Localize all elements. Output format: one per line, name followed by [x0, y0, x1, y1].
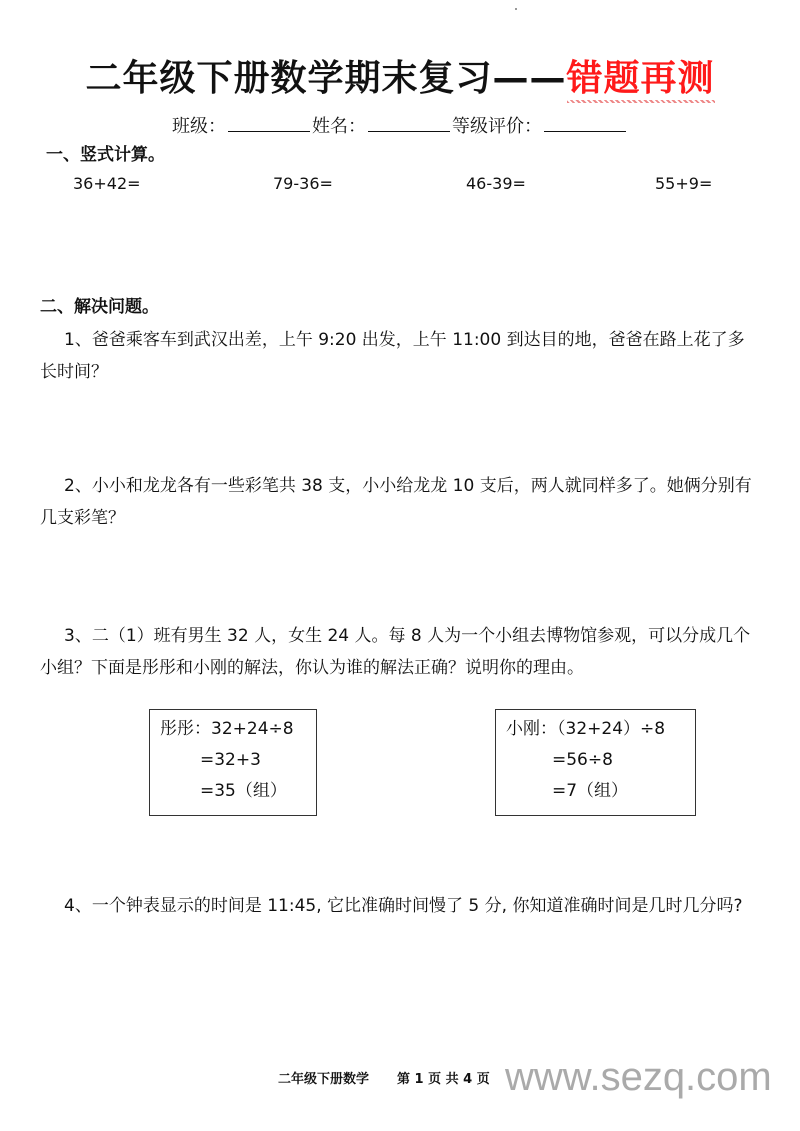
solution-line: =7（组）: [552, 781, 629, 801]
name-label: 姓名：: [312, 116, 366, 137]
question-1: 1、爸爸乘客车到武汉出差，上午 9:20 出发，上午 11:00 到达目的地，爸爸在路上花了多长时间？: [40, 330, 745, 382]
calc-problem: 36+42=: [73, 174, 141, 193]
watermark: www.sezq.com: [505, 1055, 772, 1099]
solution-xiaogang-box: [495, 709, 696, 816]
grade-blank[interactable]: [544, 113, 626, 132]
question-4: 4、一个钟表显示的时间是 11:45, 它比准确时间慢了 5 分, 你知道准确时间是几时几分吗?: [64, 896, 743, 916]
calc-problem: 55+9=: [655, 174, 713, 193]
solution-line: 彤彤：32+24÷8: [160, 719, 294, 739]
calc-problem: 46-39=: [466, 174, 526, 193]
solution-line: 小刚：（32+24）÷8: [506, 719, 666, 739]
solution-tongtong-box: [149, 709, 317, 816]
class-label: 班级：: [172, 116, 226, 137]
footer-page-info: 第 1 页 共 4 页: [397, 1072, 490, 1087]
title-main: 二年级下册数学期末复习——: [85, 58, 567, 99]
solution-line: =35（组）: [200, 781, 287, 801]
name-blank[interactable]: [368, 113, 450, 132]
page-footer: [278, 1068, 490, 1087]
page-title: [0, 55, 800, 103]
question-3: 3、二（1）班有男生 32 人，女生 24 人。每 8 人为一个小组去博物馆参观，可以分成几个小组？下面是彤彤和小刚的解法，你认为谁的解法正确？说明你的理由。: [40, 626, 751, 678]
section-1-heading: 一、竖式计算。: [46, 145, 165, 165]
title-accent: 错题再测: [566, 58, 715, 99]
solution-line: =32+3: [200, 750, 261, 770]
question-2: 2、小小和龙龙各有一些彩笔共 38 支，小小给龙龙 10 支后，两人就同样多了。她俩分别有几支彩笔？: [40, 476, 752, 528]
grade-label: 等级评价：: [452, 116, 542, 137]
speck: [515, 8, 517, 10]
solution-line: =56÷8: [552, 750, 613, 770]
footer-subject: 二年级下册数学: [278, 1072, 370, 1087]
class-blank[interactable]: [228, 113, 310, 132]
section-2-heading: 二、解决问题。: [40, 297, 159, 317]
student-info-line: [0, 113, 800, 140]
calc-problem: 79-36=: [273, 174, 333, 193]
